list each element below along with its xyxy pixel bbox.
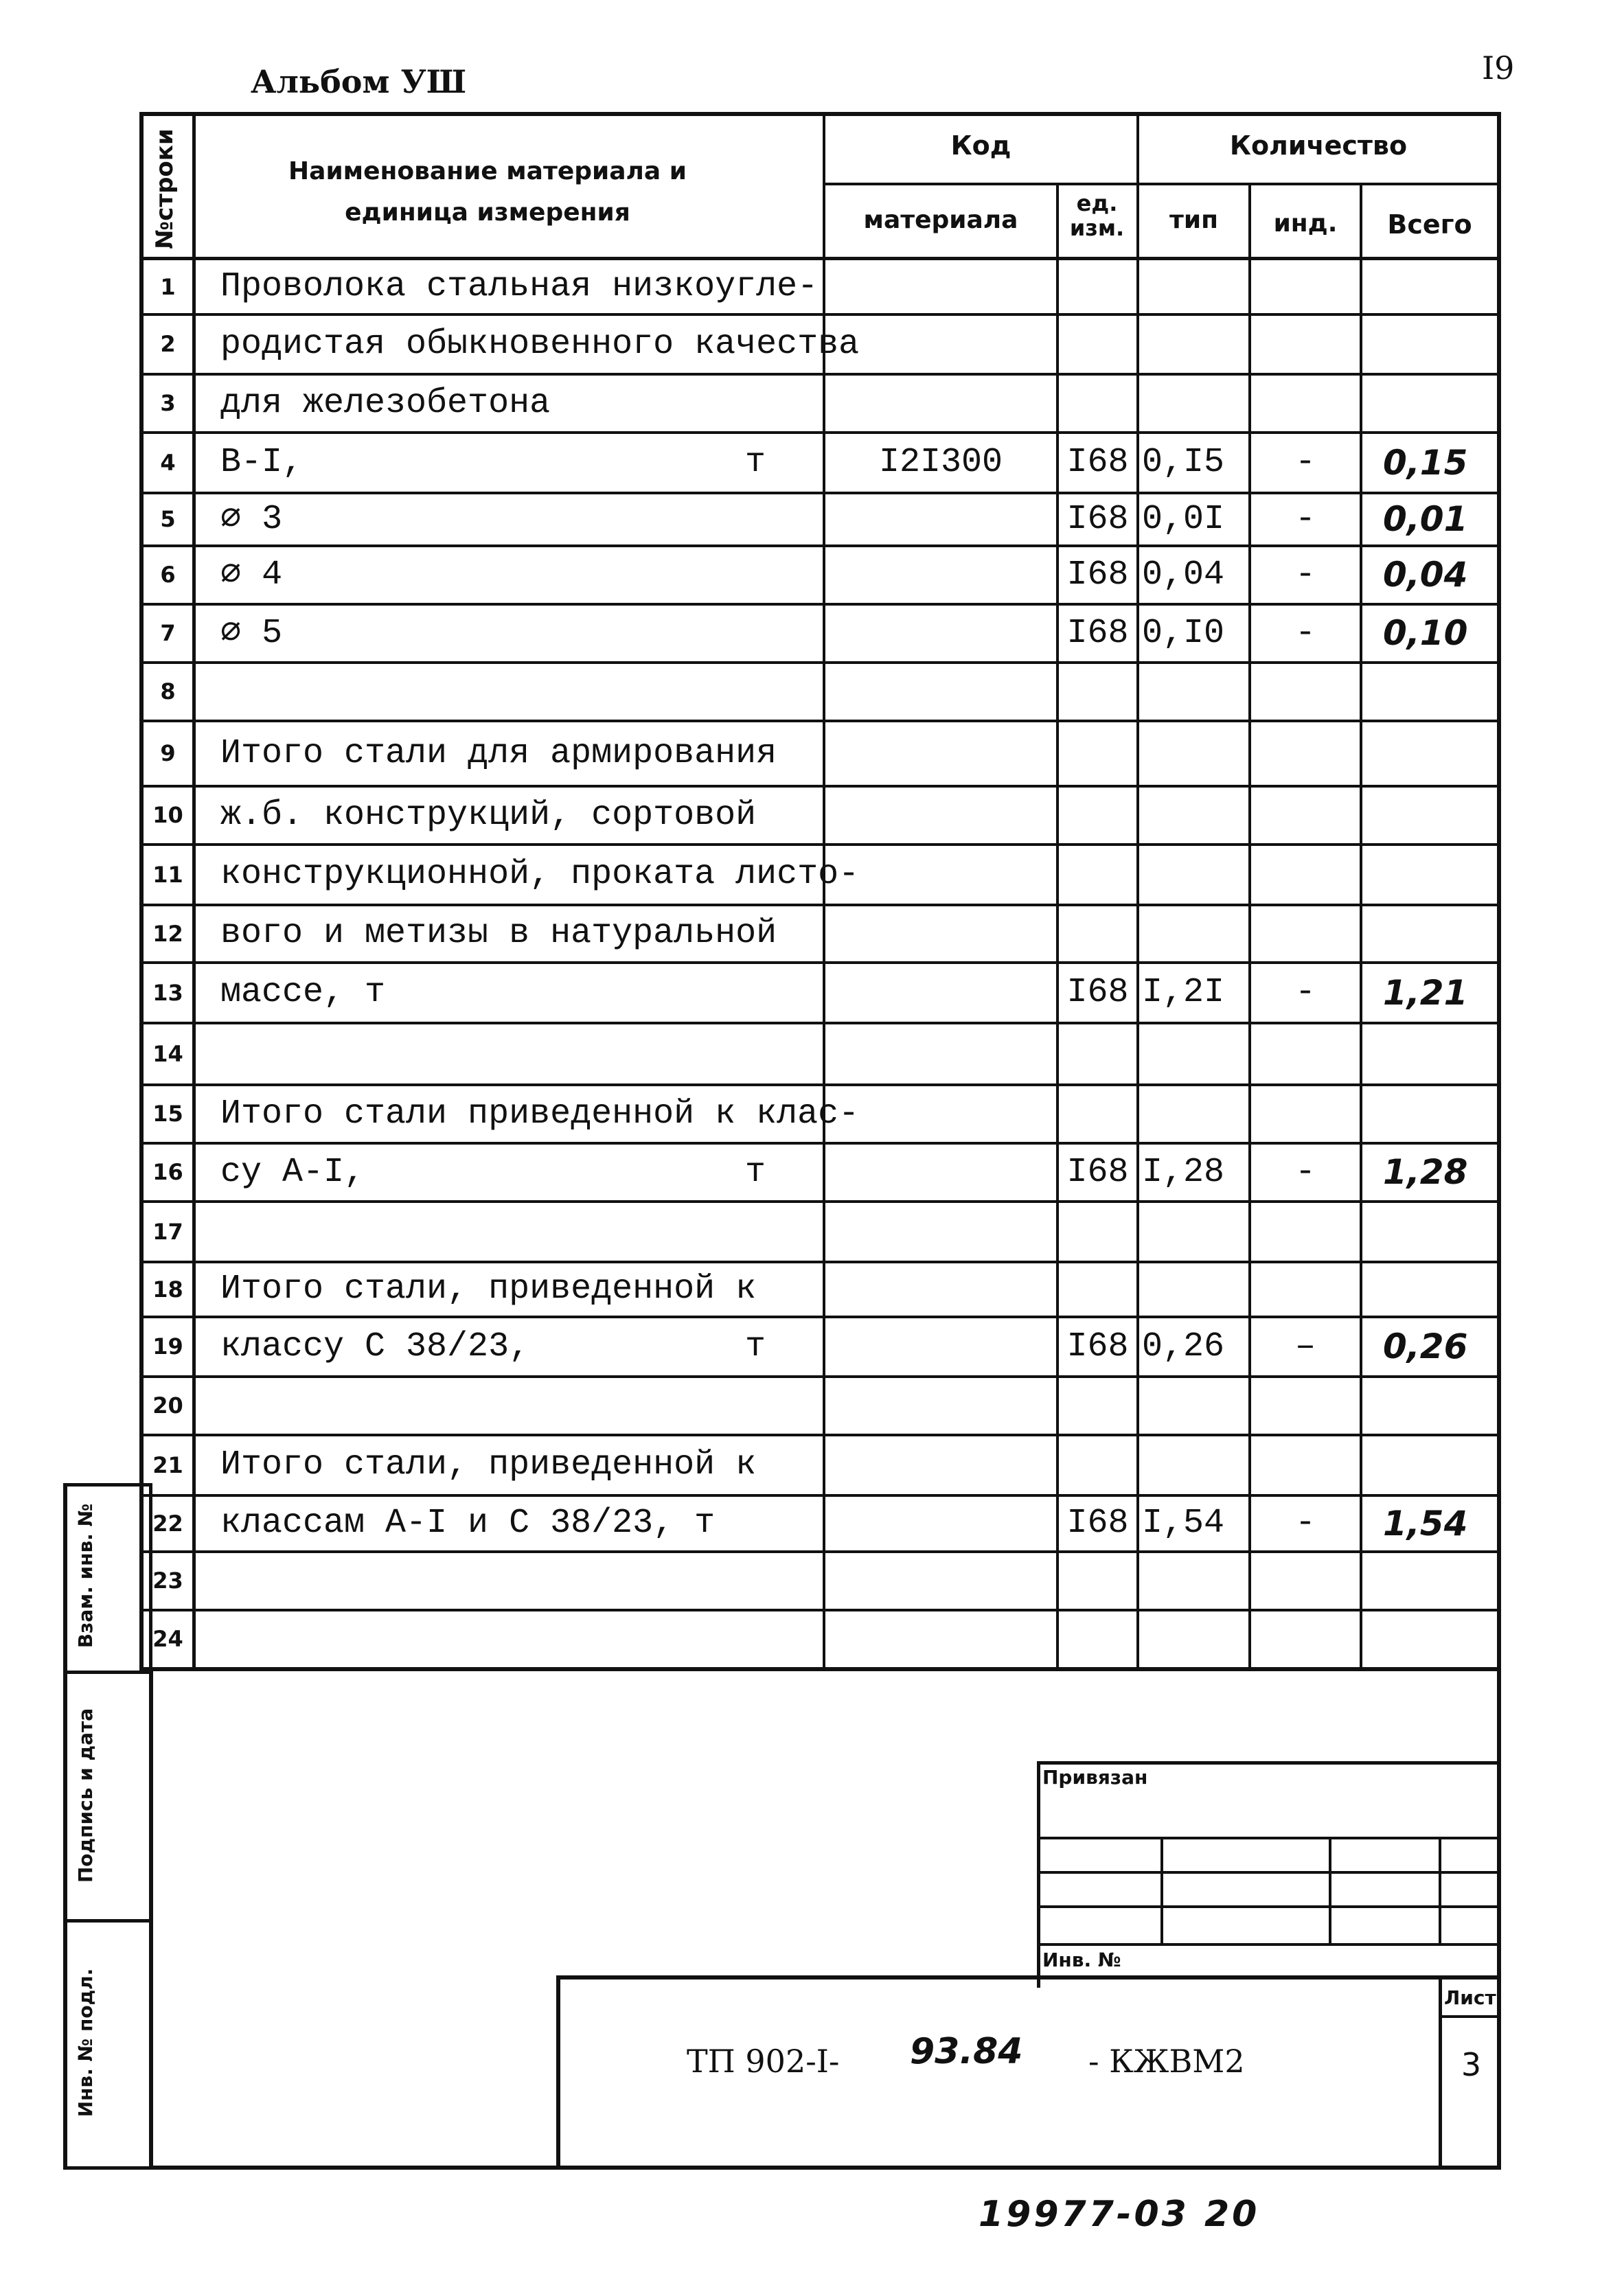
material-code (825, 1610, 1056, 1668)
table-row (0, 1377, 1624, 1435)
row-number: 18 (152, 1276, 183, 1303)
qty-total: 0,04 (1383, 555, 1468, 595)
col-header-unit: ед. изм. (1069, 190, 1125, 241)
stamp-podpis: Подпись и дата (74, 1708, 97, 1883)
material-name: Итого стали, приведенной к (220, 1270, 757, 1309)
row-number: 4 (160, 450, 176, 476)
privyazan-label: Привязан (1042, 1766, 1148, 1789)
qty-ind (1251, 1085, 1360, 1143)
qty-ind (1251, 1377, 1360, 1435)
material-name: ∅ 3 (220, 500, 283, 539)
table-row (0, 905, 1624, 963)
qty-ind: - (1294, 500, 1316, 539)
row-number: 6 (160, 562, 176, 588)
unit-code (1059, 1552, 1136, 1610)
col-header-ind: инд. (1273, 209, 1338, 238)
table-row (0, 1143, 1624, 1202)
qty-ind: - (1294, 614, 1316, 653)
unit-code (1059, 786, 1136, 845)
row-number: 8 (160, 678, 176, 704)
material-code (825, 314, 1056, 374)
material-code (825, 1317, 1056, 1377)
stamp-vzam-inv: Взам. инв. № (74, 1503, 97, 1649)
qty-ind (1251, 1552, 1360, 1610)
qty-type: 0,I5 (1142, 443, 1225, 482)
unit-code: I68 (1066, 1327, 1129, 1366)
material-code (825, 786, 1056, 845)
qty-ind (1251, 1610, 1360, 1668)
qty-type: I,2I (1142, 973, 1225, 1012)
qty-ind: - (1294, 555, 1316, 595)
qty-type: 0,0I (1142, 500, 1225, 539)
table-row (0, 1023, 1624, 1085)
col-header-quantity: Количество (1229, 130, 1408, 161)
row-number: 17 (152, 1219, 183, 1245)
unit-code (1059, 1085, 1136, 1143)
col-header-code: Код (950, 130, 1011, 161)
qty-ind (1251, 374, 1360, 433)
table-row (0, 786, 1624, 845)
unit-code (1059, 721, 1136, 786)
material-name: ∅ 5 (220, 614, 283, 653)
row-number: 19 (152, 1333, 183, 1359)
row-number: 10 (152, 802, 183, 828)
qty-total: 0,01 (1383, 499, 1468, 539)
material-name: Проволока стальная низкоугле- (220, 267, 819, 306)
row-number: 12 (152, 921, 183, 947)
row-number: 14 (152, 1041, 183, 1067)
table-row (0, 963, 1624, 1023)
unit-code (1059, 374, 1136, 433)
material-code (825, 1495, 1056, 1552)
qty-ind (1251, 786, 1360, 845)
table-row (0, 1202, 1624, 1262)
unit-code (1059, 1262, 1136, 1317)
table-row (0, 374, 1624, 433)
material-code (825, 1023, 1056, 1085)
row-number: 9 (160, 740, 176, 766)
material-code (825, 1377, 1056, 1435)
unit-code (1059, 663, 1136, 721)
doc-number-handwritten: 93.84 (910, 2031, 1023, 2072)
material-name: ж.б. конструкций, сортовой (220, 796, 757, 835)
col-header-type: тип (1169, 206, 1218, 234)
qty-ind (1251, 1202, 1360, 1262)
material-code (825, 1435, 1056, 1495)
sheet-number: 3 (1461, 2046, 1482, 2083)
material-code (825, 721, 1056, 786)
material-unit: т (745, 1153, 766, 1192)
qty-total: 1,21 (1383, 973, 1468, 1013)
qty-total: 1,54 (1383, 1504, 1468, 1544)
row-number: 2 (160, 331, 176, 357)
qty-total: 0,15 (1383, 443, 1468, 483)
table-row (0, 433, 1624, 493)
doc-prefix: ТП 902-I- (687, 2043, 840, 2080)
material-name: су А-I, (220, 1153, 365, 1192)
table-row (0, 260, 1624, 314)
unit-code: I68 (1066, 973, 1129, 1012)
qty-type: 0,26 (1142, 1327, 1225, 1366)
row-number: 21 (152, 1452, 183, 1478)
unit-code: I68 (1066, 614, 1129, 653)
table-row (0, 1262, 1624, 1317)
table-row (0, 1085, 1624, 1143)
material-code (825, 1085, 1056, 1143)
row-number: 23 (152, 1568, 183, 1594)
qty-total: 0,26 (1383, 1327, 1468, 1366)
material-code (825, 963, 1056, 1023)
row-number: 15 (152, 1101, 183, 1127)
col-header-total: Всего (1387, 209, 1472, 240)
table-row (0, 493, 1624, 546)
material-code (825, 260, 1056, 314)
material-unit: т (745, 443, 766, 482)
page-number: I9 (1482, 49, 1515, 87)
material-name: Итого стали для армирования (220, 734, 777, 773)
qty-ind: - (1294, 443, 1316, 482)
table-row (0, 1495, 1624, 1552)
qty-type: 0,04 (1142, 555, 1225, 595)
table-row (0, 314, 1624, 374)
unit-code (1059, 260, 1136, 314)
qty-type: I,54 (1142, 1504, 1225, 1543)
qty-ind: - (1294, 1504, 1316, 1543)
album-title: Альбом УШ (251, 63, 467, 100)
material-code: I2I300 (878, 443, 1003, 482)
qty-ind (1251, 260, 1360, 314)
qty-ind (1251, 1435, 1360, 1495)
qty-ind: - (1294, 1153, 1316, 1192)
material-code (825, 905, 1056, 963)
material-name: классам А-I и С 38/23, т (220, 1504, 716, 1543)
qty-ind (1251, 721, 1360, 786)
row-number: 22 (152, 1511, 183, 1537)
material-code (825, 374, 1056, 433)
unit-code: I68 (1066, 1153, 1129, 1192)
table-row (0, 721, 1624, 786)
row-number: 5 (160, 506, 176, 532)
material-name: вого и метизы в натуральной (220, 914, 777, 953)
row-number: 24 (152, 1626, 183, 1652)
material-name: В-I, (220, 443, 304, 482)
unit-code: I68 (1066, 555, 1129, 595)
col-header-code-material: материала (863, 206, 1018, 234)
table-row (0, 845, 1624, 905)
row-number: 1 (160, 274, 176, 300)
unit-code: I68 (1066, 500, 1129, 539)
row-number: 7 (160, 620, 176, 646)
qty-ind (1251, 1262, 1360, 1317)
material-name: конструкционной, проката листо- (220, 855, 860, 894)
material-code (825, 1552, 1056, 1610)
material-name: классу С 38/23, (220, 1327, 530, 1366)
qty-type: I,28 (1142, 1153, 1225, 1192)
row-number: 13 (152, 980, 183, 1006)
material-name: родистая обыкновенного качества (220, 325, 860, 364)
table-row (0, 1435, 1624, 1495)
qty-ind (1251, 314, 1360, 374)
archive-number: 19977-03 20 (979, 2194, 1260, 2235)
qty-ind: – (1294, 1327, 1316, 1366)
col-header-row-no: №строки (151, 128, 179, 249)
material-code (825, 845, 1056, 905)
qty-type: 0,I0 (1142, 614, 1225, 653)
material-name: ∅ 4 (220, 555, 283, 595)
row-number: 11 (152, 862, 183, 888)
material-code (825, 546, 1056, 604)
material-code (825, 663, 1056, 721)
qty-ind (1251, 845, 1360, 905)
qty-ind (1251, 1023, 1360, 1085)
material-name: Итого стали, приведенной к (220, 1445, 757, 1484)
unit-code (1059, 314, 1136, 374)
doc-suffix: - КЖВМ2 (1088, 2043, 1245, 2080)
material-name: Итого стали приведенной к клас- (220, 1094, 860, 1134)
unit-code: I68 (1066, 443, 1129, 482)
material-code (825, 1262, 1056, 1317)
row-number: 16 (152, 1159, 183, 1185)
row-number: 3 (160, 390, 176, 416)
material-code (825, 1143, 1056, 1202)
unit-code (1059, 845, 1136, 905)
row-number: 20 (152, 1392, 183, 1419)
sheet-label: Лист (1444, 1986, 1496, 2009)
material-unit: т (745, 1327, 766, 1366)
material-code (825, 493, 1056, 546)
unit-code (1059, 1435, 1136, 1495)
material-name: массе, т (220, 973, 386, 1012)
unit-code (1059, 905, 1136, 963)
stamp-inv-podl: Инв. № подл. (74, 1968, 97, 2118)
qty-ind: - (1294, 973, 1316, 1012)
table-row (0, 1610, 1624, 1668)
qty-total: 1,28 (1383, 1152, 1468, 1192)
table-row (0, 546, 1624, 604)
qty-ind (1251, 905, 1360, 963)
unit-code (1059, 1377, 1136, 1435)
unit-code (1059, 1202, 1136, 1262)
unit-code: I68 (1066, 1504, 1129, 1543)
material-name: для железобетона (220, 384, 551, 423)
table-row (0, 604, 1624, 663)
qty-ind (1251, 663, 1360, 721)
table-row (0, 1552, 1624, 1610)
col-header-name: Наименование материала и единица измерения (288, 157, 687, 227)
material-code (825, 1202, 1056, 1262)
qty-total: 0,10 (1383, 613, 1468, 653)
table-row (0, 1317, 1624, 1377)
unit-code (1059, 1610, 1136, 1668)
unit-code (1059, 1023, 1136, 1085)
table-row (0, 663, 1624, 721)
inv-no-label: Инв. № (1042, 1949, 1121, 1971)
material-code (825, 604, 1056, 663)
